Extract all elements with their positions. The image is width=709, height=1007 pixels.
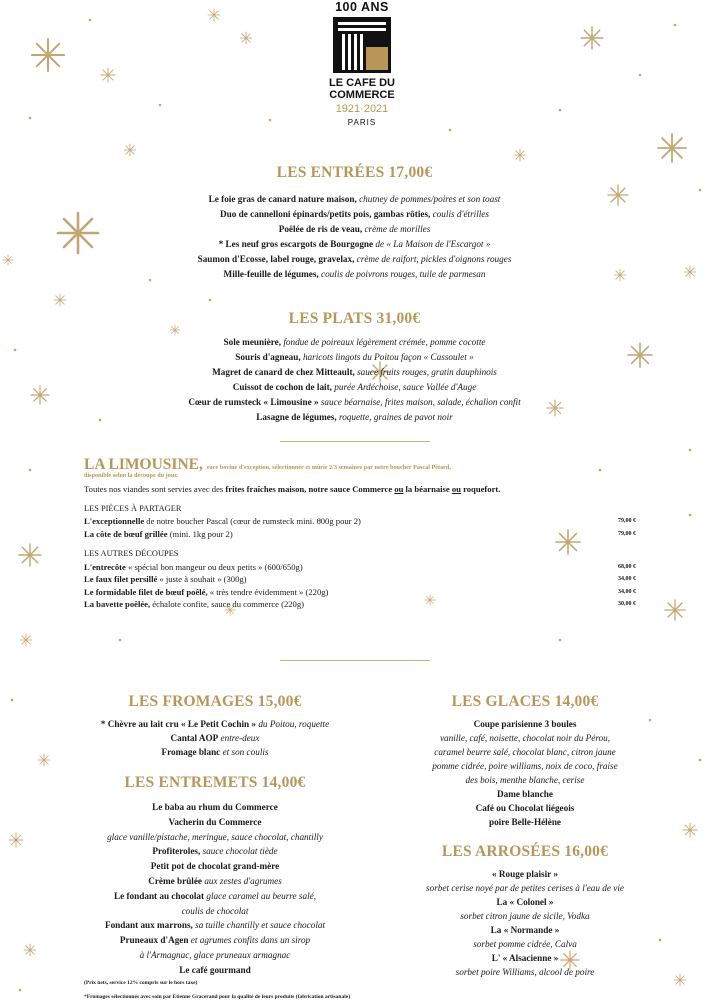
menu-item-description: à l'Armagnac, glace pruneaux armagnac: [139, 949, 291, 960]
dot-decoration: [689, 449, 692, 452]
menu-item: [70, 844, 360, 859]
share-list: [84, 515, 644, 540]
logo-anniversary: 100 ANS: [335, 0, 389, 14]
menu-item: [70, 948, 360, 963]
menu-item-name: La côte de bœuf grillée: [84, 528, 168, 539]
menu-item-description: crème de morilles: [362, 224, 431, 234]
dot-decoration: [29, 469, 32, 472]
dot-decoration: [559, 639, 562, 642]
dot-decoration: [269, 119, 272, 122]
entrees-list: [0, 192, 709, 282]
menu-item-name: Profiteroles,: [152, 846, 201, 857]
menu-item-description: (mini. 1kg pour 2): [167, 528, 233, 539]
menu-item: [0, 395, 709, 410]
menu-item-name: Cuissot de cochon de lait,: [232, 382, 332, 392]
menu-item-description: entre-deux: [218, 733, 260, 743]
dot-decoration: [699, 759, 702, 762]
glaces-title: LES GLACES 14,00€: [451, 693, 599, 710]
menu-item-name: Vacherin du Commerce: [168, 816, 262, 827]
limousine-note: [84, 483, 644, 496]
star-icon: [9, 833, 23, 847]
dot-decoration: [29, 117, 32, 120]
menu-item: [0, 207, 709, 222]
dot-decoration: [209, 299, 212, 302]
menu-item-description: sorbet citron jaune de sicile, Vodka: [460, 911, 590, 921]
menu-item-description: et son coulis: [220, 747, 269, 757]
note-ou2: ou: [451, 484, 461, 494]
logo-emblem-icon: [333, 17, 391, 73]
star-icon: [32, 39, 64, 71]
menu-item: [0, 222, 709, 237]
logo-years: 1921·2021: [335, 103, 389, 115]
menu-item-name: Lasagne de légumes,: [256, 412, 337, 422]
menu-item: [70, 859, 360, 874]
fromages-list: [70, 717, 360, 759]
menu-item-name: Mille-feuille de légumes,: [223, 269, 319, 279]
menu-item-name: Crème brûlée: [148, 875, 203, 886]
menu-item-description: sa tuille chantilly et sauce chocolat: [192, 920, 326, 931]
cafe-du-commerce-logo: [328, 0, 396, 136]
menu-item: [380, 759, 670, 773]
dot-decoration: [89, 19, 92, 22]
menu-item: [70, 717, 360, 731]
note-mid: la béarnaise: [403, 484, 452, 494]
star-icon: [24, 944, 36, 956]
star-icon: [38, 754, 50, 766]
menu-item-name: Saumon d'Ecosse, label rouge, gravelax,: [197, 254, 355, 264]
menu-item-description: de notre boucher Pascal (cœur de rumsteck mini. 600g pour 2): [144, 516, 361, 526]
star-icon: [683, 823, 697, 837]
menu-item-description: sorbet cerise noyé par de petites cerises à l'eau de vie: [426, 883, 624, 893]
menu-item-name: Petit pot de chocolat grand-mère: [150, 861, 280, 872]
menu-item-name: Dame blanche: [497, 789, 553, 799]
star-icon: [20, 634, 32, 646]
footer-note-cheese: *Fromages sélectionnés avec soin par Etienne Gracerand pour la qualité de leurs produits (fabrication artisanale): [84, 994, 351, 1000]
logo-city: PARIS: [347, 118, 377, 127]
menu-item-name: Sole meunière,: [223, 337, 282, 347]
menu-item-price: 34,00 €: [618, 576, 636, 582]
divider-top: [280, 441, 430, 442]
star-icon: [665, 600, 685, 620]
note-ou1: ou: [394, 484, 404, 494]
menu-item-price: 34,00 €: [618, 588, 636, 595]
menu-item-description: caramel beurre salé, chocolat blanc, citron jaune: [434, 747, 616, 757]
menu-item-name: L'entrecôte: [84, 561, 126, 572]
arrosees-title: LES ARROSÉES 16,00€: [441, 843, 609, 860]
menu-item-name: Souris d'agneau,: [235, 352, 301, 362]
menu-item-description: haricots lingots du Poitou façon « Cassoulet »: [300, 352, 474, 362]
entrees-title: LES ENTRÉES 17,00€: [276, 164, 433, 181]
menu-item: [380, 745, 670, 759]
menu-item: [380, 801, 670, 815]
dot-decoration: [699, 189, 702, 192]
menu-item-price: 79,00 €: [618, 518, 636, 524]
star-icon: [19, 544, 41, 566]
menu-item: [380, 923, 670, 937]
menu-item: [70, 830, 360, 845]
star-icon: [658, 134, 686, 162]
menu-item: [380, 937, 670, 951]
menu-item: [70, 933, 360, 948]
menu-item-description: roquette, graines de pavot noir: [336, 412, 453, 422]
menu-item: [380, 773, 670, 787]
menu-item: [380, 731, 670, 745]
entremets-list: [70, 800, 360, 978]
menu-item-name: Fondant aux marrons,: [104, 920, 193, 931]
priced-menu-item: [84, 561, 644, 574]
menu-item-price: 68,00 €: [618, 563, 636, 570]
menu-item: [0, 267, 709, 282]
dot-decoration: [674, 24, 677, 27]
limousine-title: LA LIMOUSINE,: [84, 456, 203, 473]
menu-item-name: Coupe parisienne 3 boules: [473, 719, 577, 729]
menu-item-name: poire Belle-Hélène: [488, 817, 562, 827]
menu-item-price: 79,00 €: [618, 530, 636, 537]
star-icon: [514, 149, 526, 161]
menu-item-description: « spécial bon mangeur ou deux petits » (600/650g): [125, 561, 303, 572]
menu-item-name: Café ou Chocolat liégeois: [475, 803, 575, 813]
menu-item: [70, 731, 360, 745]
menu-item-name: Le faux filet persillé: [84, 574, 158, 584]
star-icon: [101, 68, 115, 82]
star-icon: [674, 974, 686, 986]
star-icon: [208, 9, 220, 21]
menu-item: [0, 192, 709, 207]
star-icon: [124, 144, 136, 156]
menu-item-name: La « Normande »: [490, 925, 560, 935]
logo-name-line2: COMMERCE: [329, 89, 395, 101]
menu-item-name: * Les neuf gros escargots de Bourgogne: [218, 239, 374, 249]
menu-item-name: * Chèvre au lait cru « Le Petit Cochin »: [100, 719, 257, 729]
share-title: LES PIÈCES À PARTAGER: [84, 503, 182, 513]
note-pre: Toutes nos viandes sont servies avec des: [84, 484, 224, 494]
menu-item-description: du Poitou, roquette: [256, 719, 330, 729]
star-icon: [581, 27, 603, 49]
menu-item-name: Le baba au rhum du Commerce: [152, 802, 278, 812]
menu-item-name: Cœur de rumsteck « Limousine »: [188, 397, 319, 407]
dot-decoration: [119, 639, 122, 642]
menu-item-name: Poêlée de ris de veau,: [278, 224, 363, 234]
menu-item: [0, 252, 709, 267]
priced-menu-item: [84, 598, 644, 611]
menu-item-description: de « La Maison de l'Escargot »: [373, 239, 491, 249]
dot-decoration: [11, 699, 14, 702]
menu-item-name: La bavette poêlée,: [84, 599, 151, 609]
menu-item-description: coulis d'étrilles: [430, 209, 489, 219]
menu-item-description: chutney de pommes/poires et son toast: [356, 194, 501, 204]
menu-item-name: Le formidable filet de bœuf poêlé,: [84, 586, 208, 597]
menu-item-name: Pruneaux d'Agen: [119, 935, 189, 946]
star-icon: [240, 32, 252, 44]
menu-item: [70, 904, 360, 919]
menu-item: [380, 909, 670, 923]
menu-item: [380, 881, 670, 895]
plats-title: LES PLATS 31,00€: [288, 310, 421, 327]
menu-item-name: L' « Alsacienne »: [491, 953, 559, 963]
note-bold: frites fraîches maison, notre sauce Commerce: [223, 484, 395, 494]
menu-item: [380, 951, 670, 965]
menu-item: [0, 365, 709, 380]
glaces-list: [380, 717, 670, 829]
divider-bottom: [280, 660, 430, 661]
menu-item: [0, 380, 709, 395]
menu-item: [70, 963, 360, 978]
limousine-subtitle: race bovine d'exception, sélectionnée et mûrie 2/3 semaines par notre boucher Pascal Pétard,: [206, 464, 451, 471]
menu-item: [380, 815, 670, 829]
menu-item: [380, 717, 670, 731]
menu-item-description: crème de raifort, pickles d'oignons rouges: [354, 254, 512, 264]
menu-item-price: 30,00 €: [618, 601, 636, 607]
plats-list: [0, 335, 709, 425]
menu-item: [380, 787, 670, 801]
menu-item-description: glace caramel au beurre salé,: [204, 890, 317, 901]
logo-name-line1: LE CAFE DU: [329, 77, 395, 89]
menu-item-description: coulis de chocolat: [181, 905, 249, 916]
menu-item-description: sorbet poire Williams, alcool de poire: [455, 967, 595, 977]
menu-item-name: Le foie gras de canard nature maison,: [208, 194, 357, 204]
footer-note-prices: (Prix nets, service 12% compris sur le hors taxe): [84, 980, 198, 986]
menu-item-name: « Rouge plaisir »: [492, 869, 558, 879]
menu-item-description: aux zestes d'agrumes: [202, 875, 282, 886]
menu-item-name: Fromage blanc: [161, 747, 221, 757]
dot-decoration: [639, 74, 642, 77]
dot-decoration: [159, 104, 162, 107]
menu-item: [70, 889, 360, 904]
dot-decoration: [689, 514, 692, 517]
menu-item-name: Cantal AOP: [170, 733, 219, 743]
priced-menu-item: [84, 586, 644, 599]
menu-item-description: fondue de poireaux légèrement crémée, pomme cocotte: [281, 337, 486, 347]
fromages-title: LES FROMAGES 15,00€: [128, 693, 302, 710]
menu-item-description: échalote confite, sauce du commerce (220g): [150, 599, 305, 609]
star-icon: [54, 294, 66, 306]
menu-item: [70, 874, 360, 889]
priced-menu-item: [84, 573, 644, 586]
menu-item: [0, 350, 709, 365]
menu-item: [70, 745, 360, 759]
menu-item: [380, 895, 670, 909]
menu-item-description: sauce fruits rouges, gratin dauphinois: [354, 367, 497, 377]
menu-item-description: « juste à souhait » (300g): [157, 574, 247, 584]
limousine-section: [84, 456, 644, 611]
menu-item-description: sauce béarnaise, frites maison, salade, échalion confit: [318, 397, 521, 407]
menu-item-name: La « Colonel »: [496, 897, 554, 907]
limousine-subtitle2: disponible selon la découpe du jour.: [84, 472, 178, 479]
menu-item-description: des bois, menthe blanche, cerise: [465, 775, 585, 785]
dot-decoration: [559, 109, 562, 112]
menu-item-description: sauce chocolat tiède: [200, 846, 278, 857]
menu-item: [380, 867, 670, 881]
menu-item-name: Le fondant au chocolat: [113, 890, 205, 901]
menu-item-description: sorbet pomme cidrée, Calva: [473, 939, 577, 949]
menu-item-description: et agrumes confits dans un sirop: [188, 935, 311, 946]
menu-item-description: glace vanille/pistache, meringue, sauce chocolat, chantilly: [107, 831, 323, 842]
menu-item: [0, 335, 709, 350]
entremets-title: LES ENTREMETS 14,00€: [124, 774, 306, 791]
menu-item-description: pomme cidrée, poire williams, noix de coco, fraise: [432, 761, 618, 771]
other-title: LES AUTRES DÉCOUPES: [84, 549, 179, 558]
menu-item: [0, 410, 709, 425]
menu-item-description: purée Ardéchoise, sauce Vallée d'Auge: [331, 382, 477, 392]
menu-item: [70, 800, 360, 815]
other-list: [84, 561, 644, 611]
menu-item-name: L'exceptionnelle: [84, 516, 145, 526]
priced-menu-item: [84, 515, 644, 528]
priced-menu-item: [84, 528, 644, 541]
menu-item-description: « très tendre évidemment » (220g): [207, 586, 329, 597]
menu-item-description: vanille, café, noisette, chocolat noir du Pérou,: [439, 733, 611, 743]
dot-decoration: [449, 129, 452, 132]
menu-item: [70, 815, 360, 830]
dot-decoration: [19, 989, 22, 992]
menu-item-name: Le café gourmand: [179, 964, 251, 975]
menu-item: [0, 237, 709, 252]
menu-item: [380, 965, 670, 979]
note-end: roquefort.: [460, 484, 501, 494]
menu-item: [70, 918, 360, 933]
arrosees-list: [380, 867, 670, 979]
menu-item-name: Duo de cannelloni épinards/petits pois, gambas rôties,: [220, 209, 431, 219]
menu-item-description: coulis de poivrons rouges, tuile de parmesan: [318, 269, 486, 279]
menu-item-name: Magret de canard de chez Mitteault,: [212, 367, 355, 377]
